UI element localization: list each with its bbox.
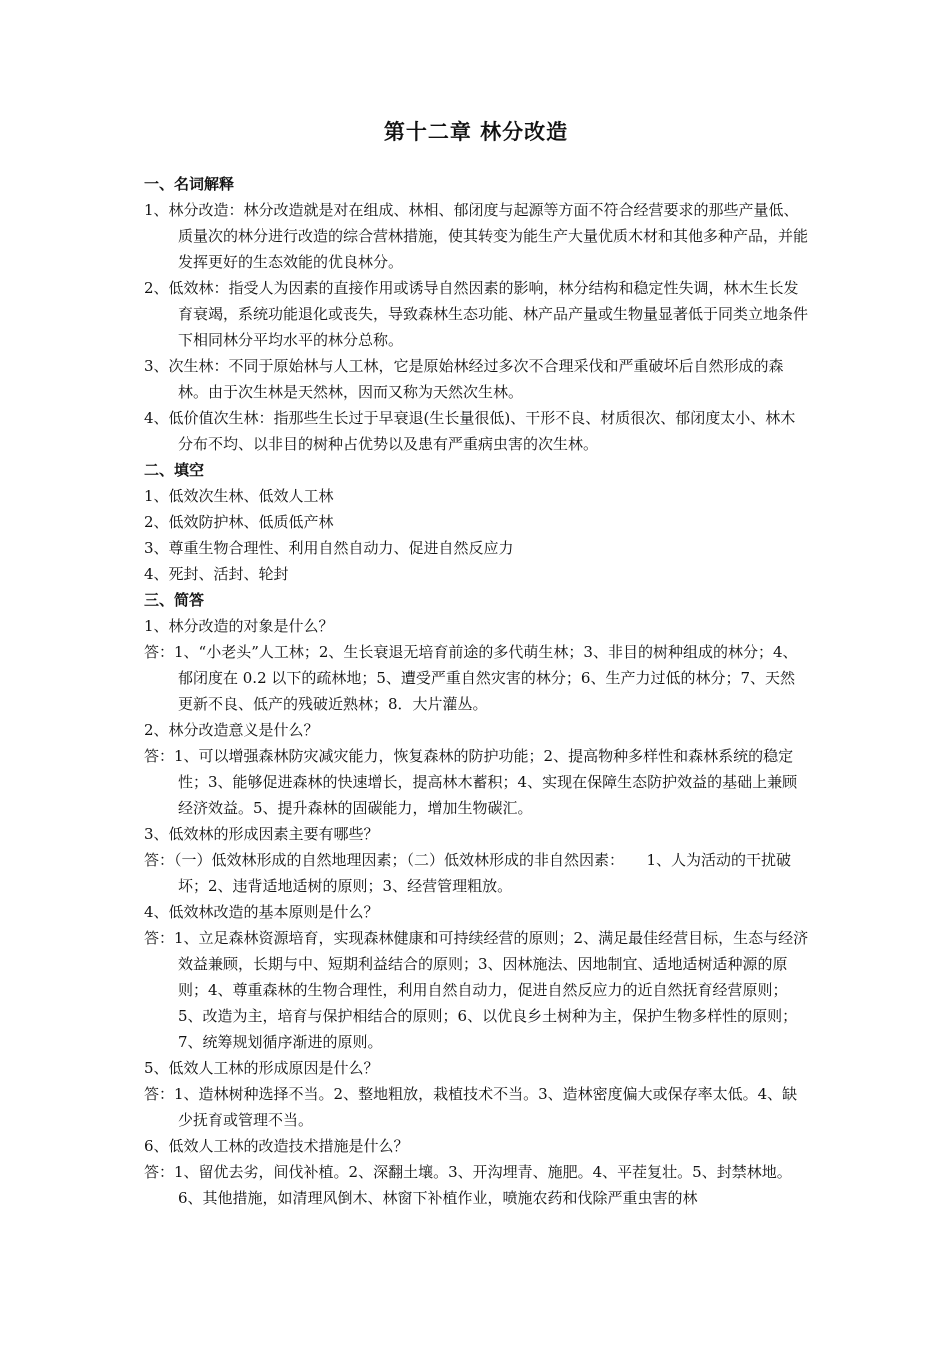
section-heading-short-answer: 三、简答 — [144, 591, 205, 609]
definition-item: 3、次生林：不同于原始林与人工林，它是原始林经过多次不合理采伐和严重破坏后自然形成的森林。由于次生林是天然林，因而又称为天然次生林。 — [144, 357, 784, 401]
fill-blank-item: 1、低效次生林、低效人工林 — [144, 487, 334, 505]
answer: 答：1、可以增强森林防灾减灾能力，恢复森林的防护功能；2、提高物种多样性和森林系统的稳定性；3、能够促进森林的快速增长，提高林木蓄积；4、实现在保障生态防护效益的基础上兼顾经济效益。5、提升森林的固碳能力，增加生物碳汇。 — [144, 747, 798, 817]
definition-item: 1、林分改造：林分改造就是对在组成、林相、郁闭度与起源等方面不符合经营要求的那些产量低、质量次的林分进行改造的综合营林措施，使其转变为能生产大量优质木材和其他多种产品，并能发挥更好的生态效能的优良林分。 — [144, 201, 809, 271]
answer: 答：1、“小老头”人工林；2、生长衰退无培育前途的多代萌生林；3、非目的树种组成的林分；4、郁闭度在 0.2 以下的疏林地；5、遭受严重自然灾害的林分；6、生产力过低的林分；7、天然更新不良、低产的残破近熟林；8．大片灌丛。 — [144, 643, 798, 713]
page-title: 第十二章 林分改造 — [383, 120, 569, 144]
question: 4、低效林改造的基本原则是什么？ — [144, 903, 379, 921]
fill-blank-item: 2、低效防护林、低质低产林 — [144, 513, 334, 531]
section-heading-fill-blank: 二、填空 — [144, 461, 205, 479]
answer: 答：1、立足森林资源培育，实现森林健康和可持续经营的原则；2、满足最佳经营目标，生态与经济效益兼顾，长期与中、短期利益结合的原则；3、因林施法、因地制宜、适地适树适种源的原则；4、尊重森林的生物合理性，利用自然自动力，促进自然反应力的近自然抚育经营原则；5、改造为主，培育与保护相结合的原则；6、以优良乡土树种为主，保护生物多样性的原则；7、统筹规划循序渐进的原则。 — [144, 929, 809, 1051]
question: 1、林分改造的对象是什么？ — [144, 617, 334, 635]
answer: 答：1、造林树种选择不当。2、整地粗放，栽植技术不当。3、造林密度偏大或保存率太低。4、缺少抚育或管理不当。 — [144, 1085, 798, 1129]
question: 2、林分改造意义是什么？ — [144, 721, 319, 739]
fill-blank-item: 4、死封、活封、轮封 — [144, 565, 289, 583]
fill-blank-item: 3、尊重生物合理性、利用自然自动力、促进自然反应力 — [144, 539, 514, 557]
question: 5、低效人工林的形成原因是什么？ — [144, 1059, 379, 1077]
answer: 答：（一）低效林形成的自然地理因素；（二）低效林形成的非自然因素： 1、人为活动的干扰破坏；2、违背适地适树的原则；3、经营管理粗放。 — [144, 851, 792, 895]
definition-item: 4、低价值次生林：指那些生长过于早衰退(生长量很低)、干形不良、材质很次、郁闭度太小、林木分布不均、以非目的树种占优势以及患有严重病虫害的次生林。 — [144, 409, 796, 453]
answer: 答：1、留优去劣，间伐补植。2、深翻土壤。3、开沟埋青、施肥。4、平茬复壮。5、封禁林地。6、其他措施，如清理风倒木、林窗下补植作业，喷施农药和伐除严重虫害的林 — [144, 1163, 792, 1207]
section-heading-definitions: 一、名词解释 — [144, 175, 235, 193]
document-body — [144, 171, 810, 1211]
question: 3、低效林的形成因素主要有哪些？ — [144, 825, 379, 843]
question: 6、低效人工林的改造技术措施是什么？ — [144, 1137, 409, 1155]
definition-item: 2、低效林：指受人为因素的直接作用或诱导自然因素的影响，林分结构和稳定性失调，林木生长发育衰竭，系统功能退化或丧失，导致森林生态功能、林产品产量或生物量显著低于同类立地条件下相同林分平均水平的林分总称。 — [144, 279, 809, 349]
